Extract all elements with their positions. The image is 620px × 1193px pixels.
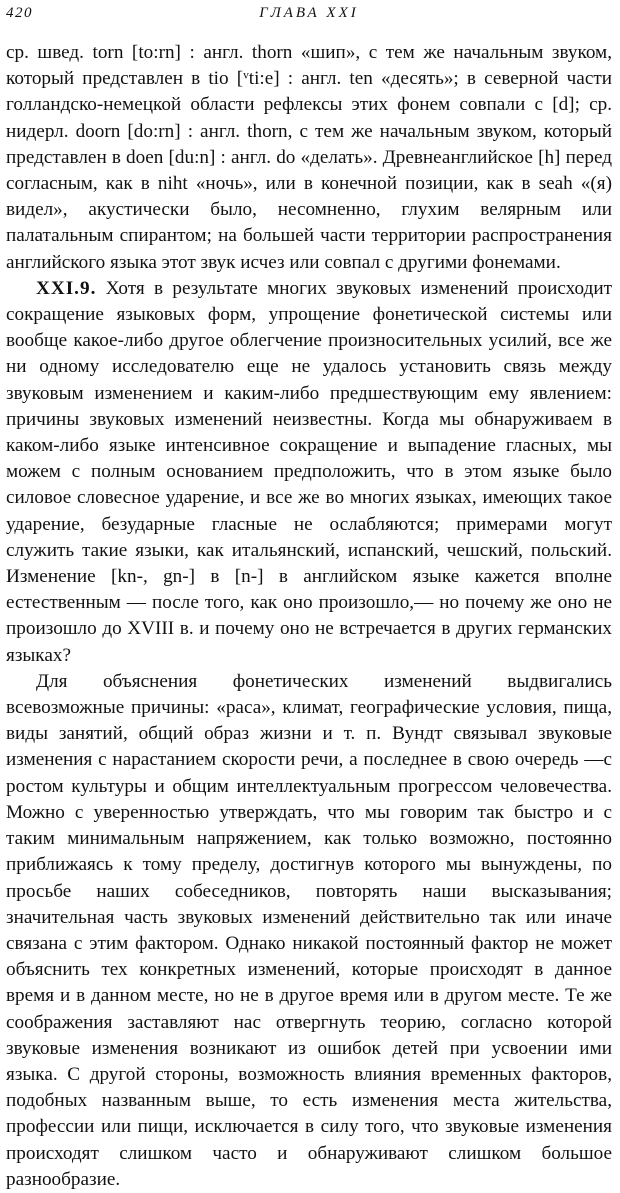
paragraph-text: Хотя в результате многих звуковых изменений происходит сокращение языковых форм, упрощение фонетической системы или вообще какое-либо другое облегчение произносительных усилий, все же ни одному исследователю еще не удалось установить связь между звуковым изменением и каким-либо предшествующим ему явлением: причины звуковых изменений неизвестны. Когда мы обнаруживаем в каком-либо языке интенсивное сокращение и выпадение гласных, мы можем с полным основанием предположить, что в этом языке было силовое словесное ударение, и все же во многих языках, имеющих такое ударение, безударные гласные не ослабляются; примерами могут служить такие языки, как итальянский, испанский, чешский, польский. Изменение [kn-, gn-] в [n-] в английском языке кажется вполне естественным — после того, как оно произошло,— но почему же оно не произошло до XVIII в. и почему оно не встречается в других германских языках? xyxy=(6,277,612,666)
paragraph-causes: Для объяснения фонетических изменений выдвигались всевозможные причины: «раса», климат, географические условия, пища, виды занятий, общий образ жизни и т. п. Вундт связывал звуковые изменения с нарастанием скорости речи, а последнее в свою очередь —с ростом культуры и общим интеллектуальным прогрессом человечества. Можно с уверенностью утверждать, что мы говорим так быстро и с таким минимальным напряжением, как только возможно, постоянно приближаясь к тому пределу, достигнув которого мы вынуждены, по просьбе наших собеседников, повторять наши высказывания; значительная часть звуковых изменений действительно так или иначе связана с этим фактором. Однако никакой постоянный фактор не может объяснить тех конкретных изменений, которые происходят в данное время и в данном месте, но не в другое время или в другом месте. Те же соображения заставляют нас отвергнуть теорию, согласно которой звуковые изменения возникают из ошибок детей при усвоении ими языка. С другой стороны, возможность влияния временных факторов, подобных названным выше, то есть изменения места жительства, профессии или пищи, исключается в силу того, что звуковые изменения происходят слишком часто и обнаруживают слишком большое разнообразие. xyxy=(6,670,612,1190)
page-number: 420 xyxy=(6,5,33,21)
running-head xyxy=(6,0,612,26)
paragraph-section-9 xyxy=(6,276,612,669)
chapter-title: ГЛАВА XXI xyxy=(259,5,359,21)
body-text xyxy=(6,40,612,1193)
section-number: XXI.9. xyxy=(36,277,97,299)
paragraph-continued: ср. швед. torn [to:rn] : англ. thorn «шип», с тем же начальным звуком, который представлен в tio [ᵛti:e] : англ. ten «десять»; в северной части голландско-немецкой области рефлексы этих фонем совпали с [d]; ср. нидерл. doorn [do:rn] : англ. thorn, с тем же начальным звуком, который представлен в doen [du:n] : англ. do «делать». Древнеанглийское [h] перед согласным, как в niht «ночь», или в конечной позиции, как в seah «(я) видел», акустически было, несомненно, глухим велярным или палатальным спирантом; на большей части территории распространения английского языка этот звук исчез или совпал с другими фонемами. xyxy=(6,42,612,273)
